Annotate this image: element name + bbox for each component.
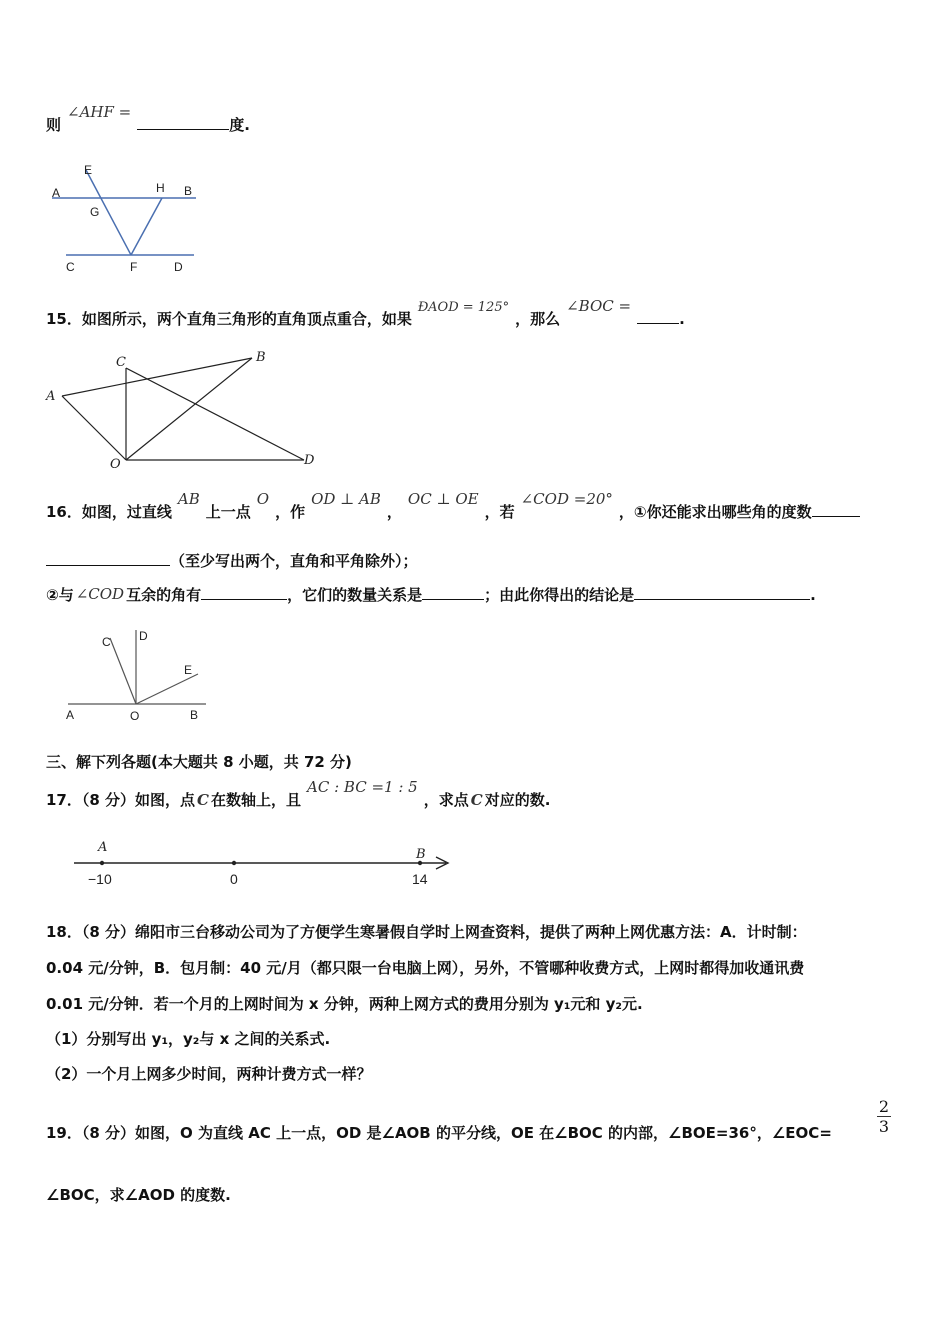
q15-condition: ÐAOD = 125° — [417, 300, 510, 315]
figure-17-number-line — [70, 836, 460, 892]
q16-line2 — [46, 551, 418, 571]
fig16-label-b: B — [190, 708, 199, 722]
figure-16 — [60, 624, 220, 728]
q15-line — [46, 297, 685, 331]
fig15-label-d: D — [304, 453, 315, 468]
q16-cond1: OD ⊥ AB — [311, 490, 381, 508]
fig14-label-b: B — [184, 184, 193, 198]
fig17-tick-neg10: −10 — [88, 871, 112, 887]
q16-cond3: ∠COD =20° — [520, 490, 613, 508]
q16-line3 — [46, 585, 816, 605]
fig16-label-e: E — [184, 663, 193, 677]
q16-l3c: ，它们的数量关系是 — [287, 586, 423, 604]
fig15-label-a: A — [46, 389, 56, 404]
q16-cond2: OC ⊥ OE — [407, 490, 479, 508]
fig15-label-b: B — [256, 350, 266, 365]
q14-line — [46, 103, 250, 135]
section-heading: 三、解下列各题(本大题共 8 小题，共 72 分) — [46, 753, 352, 771]
q18-line1: 18．（8 分）绵阳市三台移动公司为了方便学生寒暑假自学时上网查资料，提供了两种上网优惠方法：A．计时制： — [46, 923, 807, 941]
q16-text1: 16．如图，过直线 — [46, 503, 172, 521]
q19-frac-den: 3 — [878, 1117, 890, 1136]
q16-answer-blank-4[interactable] — [634, 585, 810, 600]
q16-l3a: ②与 — [46, 586, 74, 604]
q16-line-ab: AB — [177, 490, 200, 508]
q17-text2: 在数轴上，且 — [211, 791, 302, 809]
q15-answer-blank[interactable] — [637, 309, 679, 324]
q16-line2-text: （至少写出两个，直角和平角除外）； — [170, 552, 418, 570]
q15-text2: ，那么 — [515, 310, 561, 328]
q16-text4: ，若 — [484, 503, 515, 521]
fig17-tick-14: 14 — [412, 871, 428, 887]
q16-l3b: 互余的角有 — [126, 586, 202, 604]
fig14-label-e: E — [84, 163, 93, 177]
q15-text1: 15．如图所示，两个直角三角形的直角顶点重合，如果 — [46, 310, 412, 328]
fig17-label-b: B — [416, 847, 426, 862]
q18-line2: 0.04 元/分钟，B．包月制：40 元/月（都只限一台电脑上网），另外，不管哪种收费方式，上网时都得加收通讯费 — [46, 959, 805, 977]
q16-l3-angle: ∠COD — [75, 585, 125, 603]
q19-fraction — [877, 1097, 891, 1136]
q16-l3d: ；由此你得出的结论是 — [484, 586, 635, 604]
q19-line1: 19．（8 分）如图，O 为直线 AC 上一点，OD 是∠AOB 的平分线，OE 在∠BOC 的内部，∠BOE=36°，∠EOC= — [46, 1124, 832, 1142]
fig14-label-c: C — [66, 260, 75, 274]
q16-text3: ，作 — [275, 503, 306, 521]
q17-text3: ，求点 — [423, 791, 469, 809]
q16-answer-blank-3[interactable] — [422, 585, 484, 600]
q17-point-c: C — [197, 791, 209, 809]
figure-14 — [44, 158, 214, 278]
q16-text5: ，①你还能求出哪些角的度数 — [618, 503, 812, 521]
q17-text1: 17．（8 分）如图，点 — [46, 791, 196, 809]
fig16-label-c: C — [102, 635, 111, 649]
q14-suffix: 度. — [229, 116, 250, 134]
q18-sub2: （2）一个月上网多少时间，两种计费方式一样？ — [46, 1065, 372, 1083]
fig17-tick-0: 0 — [230, 871, 238, 887]
fig14-label-f: F — [130, 260, 138, 274]
q16-answer-blank-1b[interactable] — [46, 551, 170, 566]
fig15-label-o: O — [110, 457, 121, 472]
fig15-label-c: C — [116, 355, 126, 370]
fig16-label-o: O — [130, 709, 140, 723]
q17-point-c2: C — [470, 791, 483, 809]
q16-answer-blank-2[interactable] — [201, 585, 287, 600]
q17-line — [46, 778, 551, 810]
q16-point-o: O — [256, 490, 270, 508]
fig14-label-a: A — [52, 186, 61, 200]
q15-end: . — [679, 310, 685, 328]
fig14-label-g: G — [90, 205, 100, 219]
q16-line1 — [46, 490, 860, 522]
q17-text4: 对应的数. — [484, 791, 551, 809]
q18-line3: 0.01 元/分钟．若一个月的上网时间为 x 分钟，两种上网方式的费用分别为 y₁元和 y₂元. — [46, 995, 643, 1013]
fig16-label-a: A — [66, 708, 75, 722]
q14-answer-blank[interactable] — [137, 115, 229, 130]
q16-text2: 上一点 — [205, 503, 251, 521]
fig14-label-d: D — [174, 260, 183, 274]
figure-15 — [42, 346, 332, 476]
fig14-label-h: H — [156, 181, 165, 195]
fig17-label-a: A — [98, 840, 108, 855]
q18-sub1: （1）分别写出 y₁，y₂与 x 之间的关系式. — [46, 1030, 331, 1048]
q14-prefix: 则 — [46, 116, 62, 134]
q14-angle: ∠AHF = — [67, 103, 132, 121]
q16-comma: ， — [386, 503, 402, 521]
q15-angle: ∠BOC = — [566, 297, 632, 315]
q19-line2: ∠BOC，求∠AOD 的度数. — [46, 1186, 231, 1204]
q16-answer-blank-1[interactable] — [812, 502, 860, 517]
q19-frac-num: 2 — [878, 1097, 890, 1116]
q17-ratio: AC : BC =1 : 5 — [307, 778, 418, 796]
q16-l3e: . — [810, 586, 816, 604]
fig16-label-d: D — [139, 629, 148, 643]
